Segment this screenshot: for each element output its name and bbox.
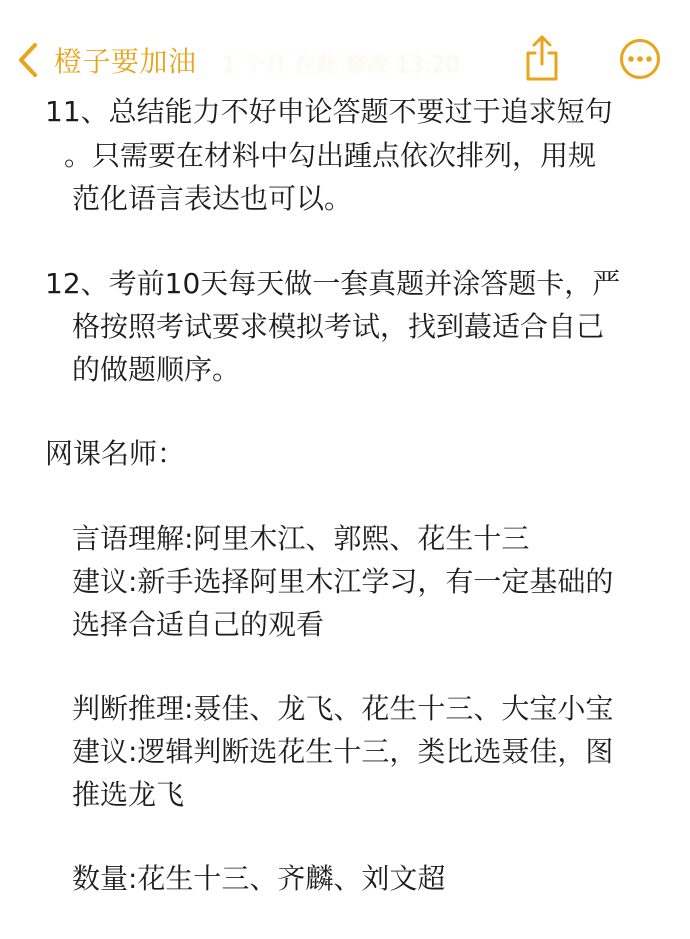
reasoning-advice-line-1: 建议:逻辑判断选花生十三，类比选聂佳，图 xyxy=(72,735,614,768)
reasoning-advice-line-2: 推选龙飞 xyxy=(72,778,185,811)
tip-12-line-1: 12、考前10天每天做一套真题并涂答题卡，严 xyxy=(45,267,621,300)
tip-11-line-3: 范化语言表达也可以。 xyxy=(72,182,353,215)
verbal-teachers: 言语理解:阿里木江、郭熙、花生十三 xyxy=(72,522,530,555)
tip-12-line-3: 的做题顺序。 xyxy=(72,353,241,386)
navigation-bar xyxy=(0,0,690,100)
back-button-label: 橙子要加油 xyxy=(54,45,197,78)
tip-12-line-2: 格按照考试要求模拟考试，找到蕞适合自己 xyxy=(72,310,605,343)
more-options-button[interactable] xyxy=(619,38,661,80)
verbal-advice-line-2: 选择合适自己的观看 xyxy=(72,608,325,641)
reasoning-teachers: 判断推理:聂佳、龙飞、花生十三、大宝小宝 xyxy=(72,692,614,725)
verbal-advice-line-1: 建议:新手选择阿里木江学习，有一定基础的 xyxy=(72,565,614,598)
chevron-left-icon xyxy=(14,40,42,80)
section-title-online-teachers: 网课名师： xyxy=(45,437,186,470)
share-button[interactable] xyxy=(522,34,562,82)
tip-11-line-2: 。只需要在材料中勾出踵点依次排列，用规 xyxy=(64,139,597,172)
ellipsis-circle-icon xyxy=(619,65,661,84)
quant-teachers: 数量:花生十三、齐麟、刘文超 xyxy=(72,862,446,895)
faded-header-text: 1 个月 在此 修改 13:20 xyxy=(222,53,460,78)
back-button[interactable] xyxy=(14,38,197,82)
share-icon xyxy=(522,67,562,86)
tip-11-line-1: 11、总结能力不好申论答题不要过于追求短句 xyxy=(45,95,613,128)
